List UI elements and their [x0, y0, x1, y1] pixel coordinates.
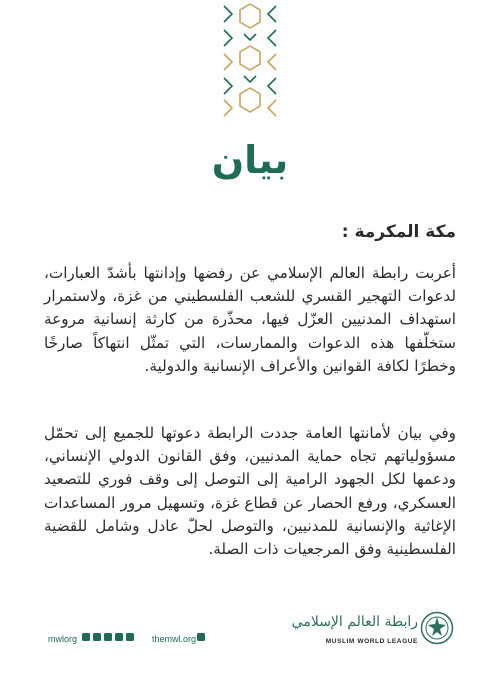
- paragraph-2: وفي بيان لأمانتها العامة جددت الرابطة دعوتها للجميع إلى تحمّل مسؤولياتهم تجاه حماية المدنيين، وفق القانون الدولي الإنساني، ودعمها لكل الجهود الرامية إلى التوصل إلى وقف فوري للتصعيد العسكري، ورفع الحصار عن قطاع غزة، وتسهيل مرور المساعدات الإغاثية والإنسانية للمدنيين، والتوصل لحلّ عادل وشامل للقضية الفلسطينية وفق المرجعيات ذات الصلة.: [44, 424, 456, 559]
- location-heading: مكة المكرمة :: [341, 222, 456, 242]
- paragraph-1: أعربت رابطة العالم الإسلامي عن رفضها وإدانتها بأشدّ العبارات، لدعوات التهجير القسري للشعب الفلسطيني من غزة، ولاستمرار استهداف المدنيين العزّل فيها، محذّرة من كارثة إنسانية مروعة ستخلّفها هذه الدعوات والممارسات، التي تمثّل انتهاكاً صارخًا وخطرًا لكافة القوانين والأعراف الإنسانية والدولية.: [44, 264, 456, 375]
- mwl-logo-icon: [420, 611, 454, 645]
- social-icons: [82, 633, 134, 641]
- instagram-icon[interactable]: [93, 633, 101, 641]
- linkedin-icon[interactable]: [126, 633, 134, 641]
- website-link[interactable]: themwl.org: [152, 634, 197, 644]
- youtube-icon[interactable]: [115, 633, 123, 641]
- facebook-icon[interactable]: [104, 633, 112, 641]
- x-icon[interactable]: [82, 633, 90, 641]
- website-icon: [197, 633, 205, 641]
- logo-arabic-text: رابطة العالم الإسلامي: [291, 614, 418, 630]
- decorative-pattern: [218, 0, 282, 118]
- footer: [0, 608, 500, 658]
- logo-english-text: MUSLIM WORLD LEAGUE: [325, 638, 418, 645]
- page-title: بيان: [211, 138, 289, 182]
- social-handle[interactable]: mwlorg: [48, 634, 78, 644]
